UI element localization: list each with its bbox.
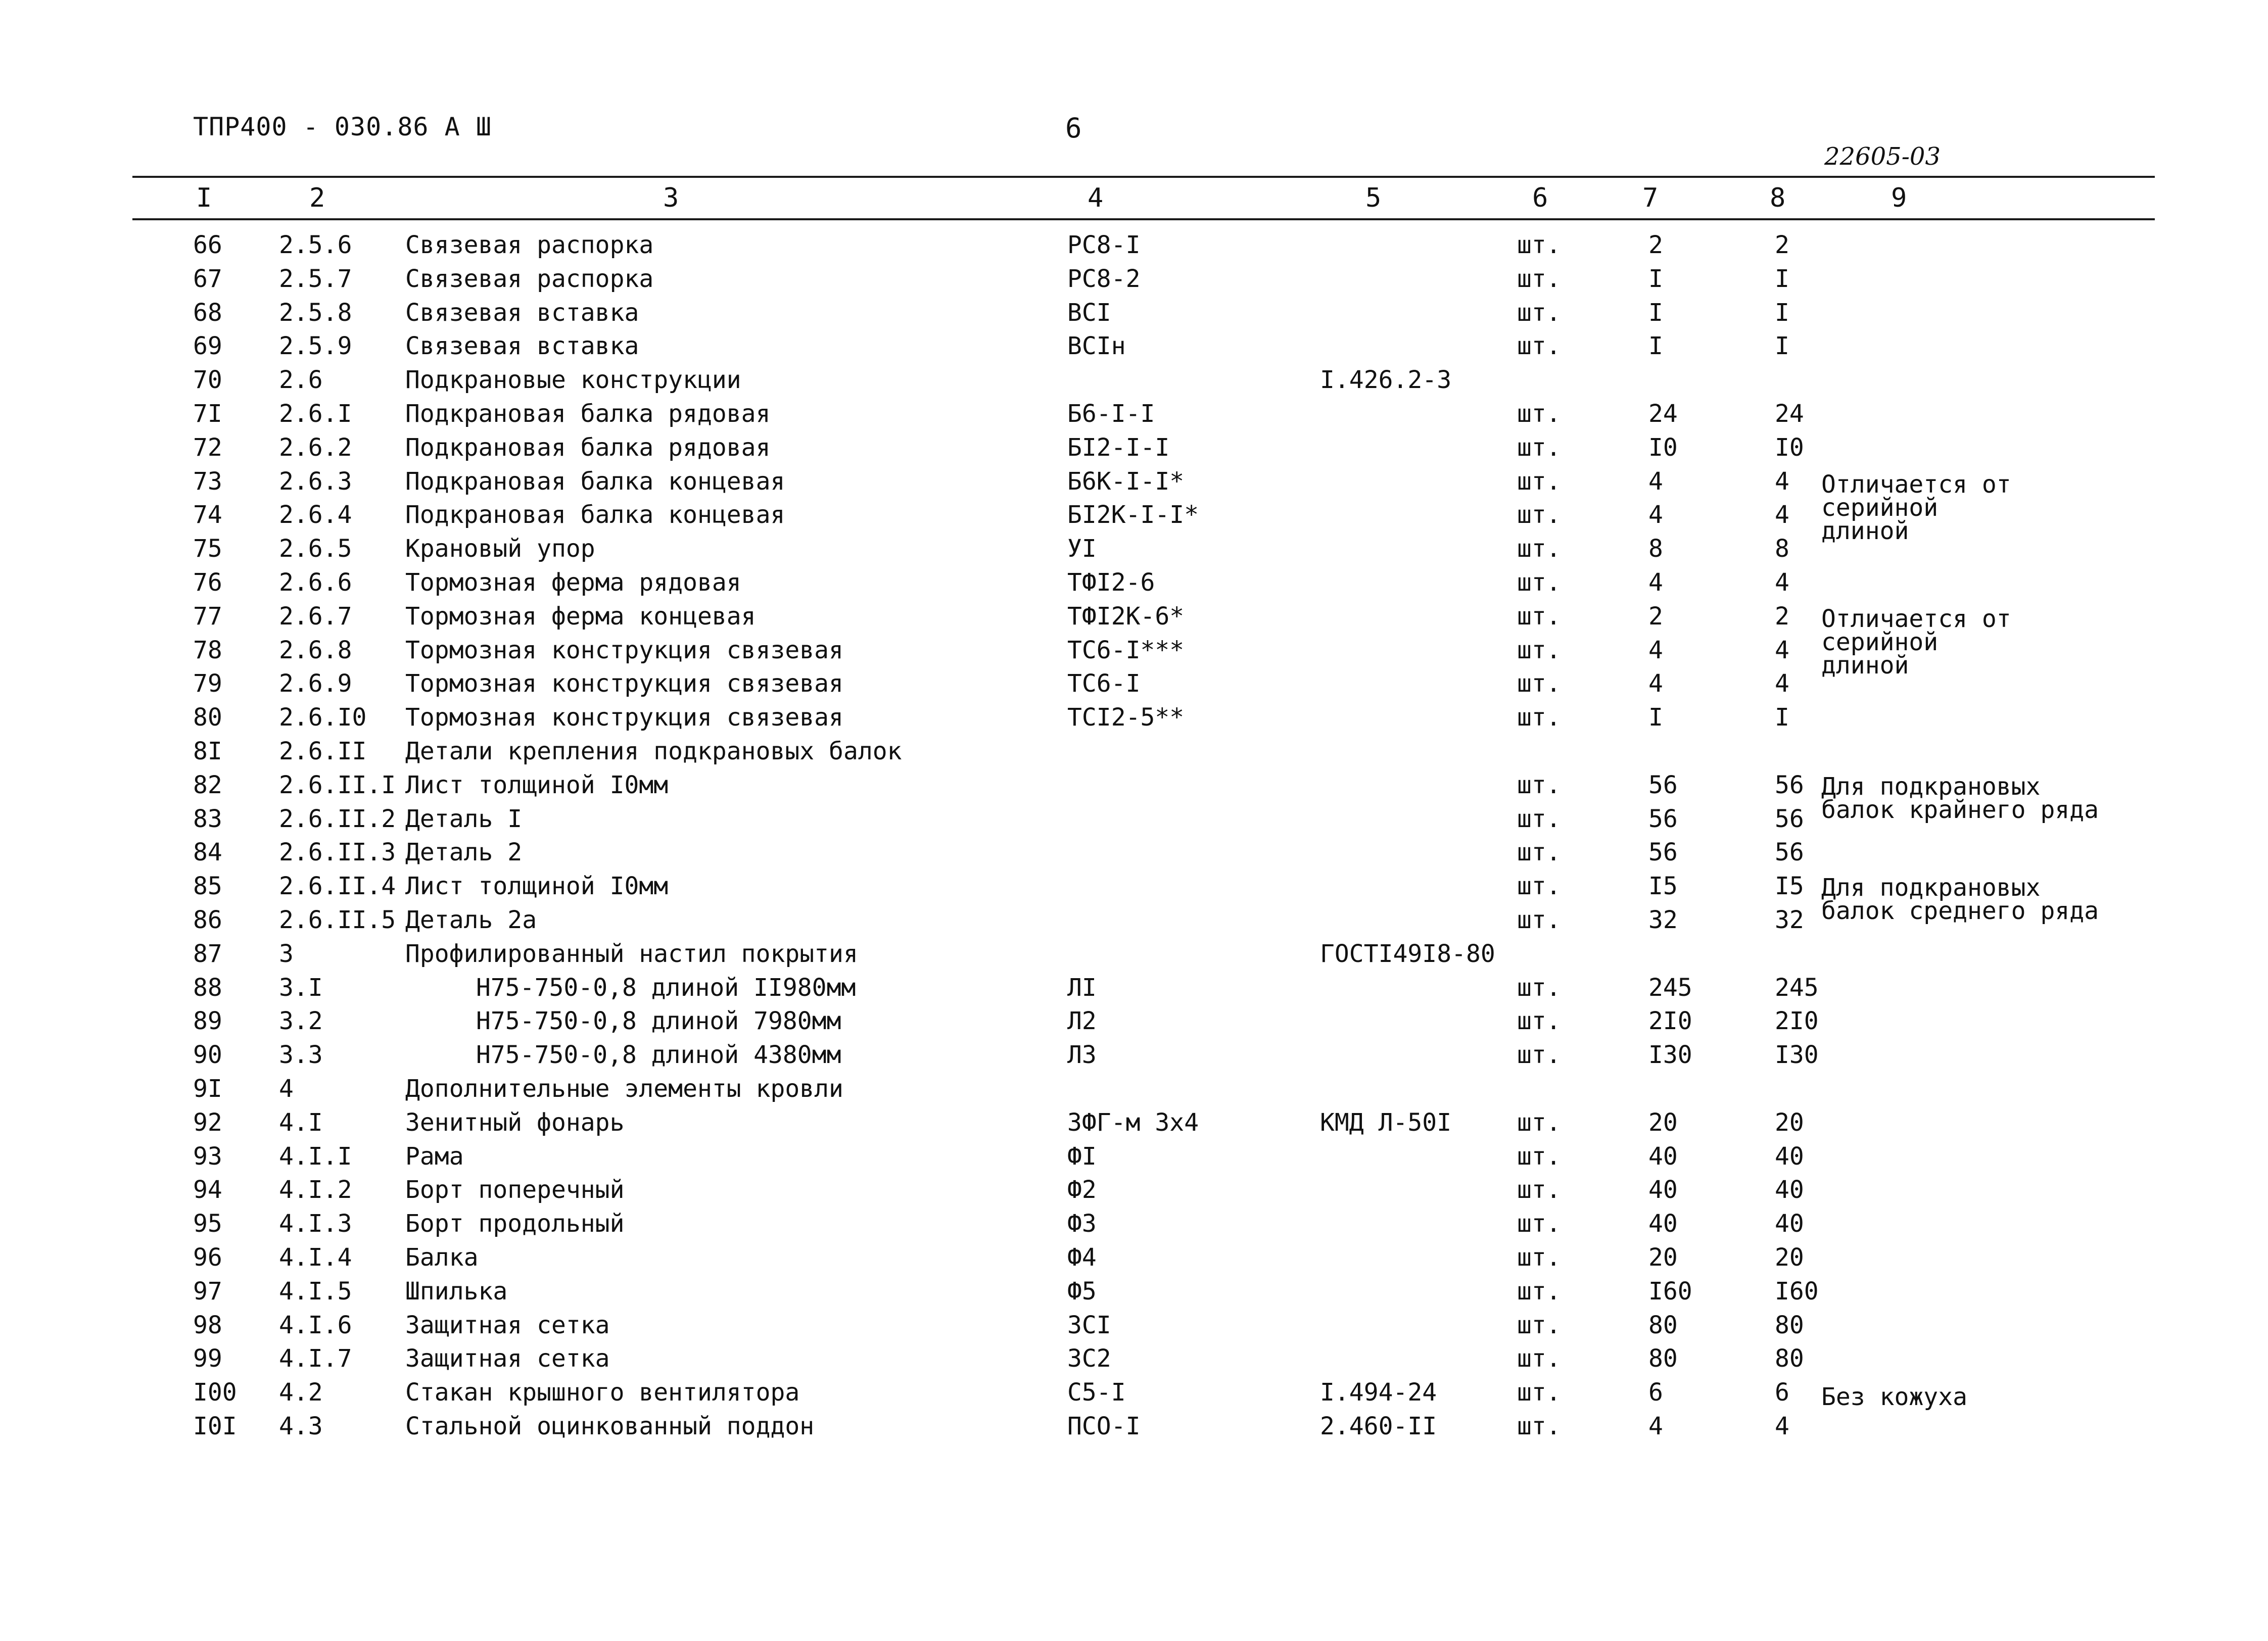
row-position: 2.6.2: [279, 433, 352, 462]
table-row: [0, 1309, 2268, 1342]
column-header-8: 8: [1770, 183, 1786, 213]
row-name: Крановый упор: [405, 535, 595, 563]
row-position: 4.I.4: [279, 1243, 352, 1272]
table-row: [0, 262, 2268, 296]
row-number: 85: [193, 872, 222, 901]
row-position: 2.6.II.4: [279, 872, 396, 901]
row-quantity-2: I30: [1775, 1041, 1819, 1070]
row-unit: шт.: [1517, 1210, 1561, 1238]
row-name: Шпилька: [405, 1277, 508, 1306]
row-position: 2.5.7: [279, 264, 352, 293]
row-number: 89: [193, 1007, 222, 1036]
row-name: Зенитный фонарь: [405, 1108, 625, 1137]
row-number: 87: [193, 939, 222, 968]
row-unit: шт.: [1517, 1412, 1561, 1440]
row-number: 93: [193, 1142, 222, 1171]
row-mark: ТС6-I: [1067, 669, 1141, 698]
row-number: 99: [193, 1344, 222, 1373]
row-quantity-1: 24: [1648, 400, 1678, 428]
row-quantity-2: 2: [1775, 602, 1789, 631]
page-number: 6: [1065, 112, 1082, 144]
row-position: 2.6.II: [279, 737, 367, 765]
row-unit: шт.: [1517, 770, 1561, 799]
row-unit: шт.: [1517, 804, 1561, 833]
row-quantity-1: 2: [1648, 231, 1663, 259]
table-row: [0, 735, 2268, 768]
row-position: 2.5.9: [279, 332, 352, 361]
row-position: 2.5.8: [279, 298, 352, 327]
row-unit: шт.: [1517, 602, 1561, 631]
row-number: 70: [193, 366, 222, 395]
note-line: длиной: [1821, 651, 1909, 680]
row-position: 2.6.II.3: [279, 838, 396, 867]
row-quantity-1: I: [1648, 264, 1663, 293]
row-quantity-1: I: [1648, 703, 1663, 732]
row-quantity-1: 40: [1648, 1176, 1678, 1204]
row-name: Н75-750-0,8 длиной II980мм: [476, 973, 856, 1002]
row-position: 2.6.6: [279, 568, 352, 597]
column-header-7: 7: [1642, 183, 1659, 213]
row-name: Защитная сетка: [405, 1311, 610, 1339]
row-quantity-1: 4: [1648, 669, 1663, 698]
table-row: [0, 1410, 2268, 1443]
row-unit: шт.: [1517, 906, 1561, 934]
row-unit: шт.: [1517, 1108, 1561, 1137]
row-name: Деталь 2а: [405, 906, 537, 934]
note-line: Для подкрановых: [1821, 773, 2041, 801]
row-quantity-1: 4: [1648, 1412, 1663, 1440]
row-number: 75: [193, 535, 222, 563]
row-document: I.426.2-3: [1320, 366, 1452, 395]
row-quantity-2: I60: [1775, 1277, 1819, 1306]
row-number: 69: [193, 332, 222, 361]
row-quantity-2: 80: [1775, 1311, 1804, 1339]
row-name: Тормозная конструкция связевая: [405, 703, 843, 732]
row-name: Тормозная конструкция связевая: [405, 669, 843, 698]
row-name: Дополнительные элементы кровли: [405, 1075, 843, 1103]
row-position: 4.I.2: [279, 1176, 352, 1204]
row-position: 2.5.6: [279, 231, 352, 259]
column-header-4: 4: [1088, 183, 1104, 213]
row-quantity-2: 2I0: [1775, 1007, 1819, 1036]
row-quantity-1: I0: [1648, 433, 1678, 462]
row-quantity-1: 4: [1648, 501, 1663, 529]
row-mark: БI2К-I-I*: [1067, 501, 1199, 529]
row-position: 4.I.5: [279, 1277, 352, 1306]
row-position: 4.I: [279, 1108, 323, 1137]
row-number: 68: [193, 298, 222, 327]
table-row: [0, 1072, 2268, 1105]
row-quantity-1: 2I0: [1648, 1007, 1692, 1036]
row-number: 8I: [193, 737, 222, 765]
note-line: Отличается от: [1821, 605, 2011, 633]
row-name: Борт поперечный: [405, 1176, 625, 1204]
row-position: 3.I: [279, 973, 323, 1002]
note-line: Для подкрановых: [1821, 874, 2041, 902]
row-quantity-1: 4: [1648, 568, 1663, 597]
row-quantity-2: 80: [1775, 1344, 1804, 1373]
row-name: Борт продольный: [405, 1210, 625, 1238]
row-number: 86: [193, 906, 222, 934]
row-unit: шт.: [1517, 669, 1561, 698]
row-number: 80: [193, 703, 222, 732]
row-number: 66: [193, 231, 222, 259]
note-line: серийной: [1821, 628, 1939, 656]
row-name: Лист толщиной I0мм: [405, 770, 669, 799]
row-mark: Ф5: [1067, 1277, 1097, 1306]
row-name: Детали крепления подкрановых балок: [405, 737, 902, 765]
row-unit: шт.: [1517, 231, 1561, 259]
row-quantity-1: I5: [1648, 872, 1678, 901]
row-unit: шт.: [1517, 332, 1561, 361]
row-mark: С5-I: [1067, 1378, 1126, 1407]
row-number: 72: [193, 433, 222, 462]
row-quantity-1: I60: [1648, 1277, 1692, 1306]
row-position: 2.6.I0: [279, 703, 367, 732]
note-4: [1821, 876, 2099, 923]
row-unit: шт.: [1517, 1311, 1561, 1339]
column-header-3: 3: [663, 183, 679, 213]
table-row: [0, 1004, 2268, 1038]
row-mark: Ф3: [1067, 1210, 1097, 1238]
row-quantity-2: I: [1775, 703, 1789, 732]
row-unit: шт.: [1517, 535, 1561, 563]
row-position: 2.6.3: [279, 467, 352, 496]
row-quantity-1: 245: [1648, 973, 1692, 1002]
row-quantity-2: 4: [1775, 636, 1789, 664]
row-position: 2.6.I: [279, 400, 352, 428]
note-5: [1821, 1385, 1967, 1409]
row-number: 84: [193, 838, 222, 867]
row-mark: ТС6-I***: [1067, 636, 1185, 664]
row-name: Подкрановая балка рядовая: [405, 433, 771, 462]
row-quantity-1: 2: [1648, 602, 1663, 631]
row-quantity-2: 40: [1775, 1176, 1804, 1204]
row-position: 3: [279, 939, 294, 968]
row-position: 3.3: [279, 1041, 323, 1070]
note-3: [1821, 775, 2099, 822]
row-name: Балка: [405, 1243, 479, 1272]
row-quantity-2: 40: [1775, 1142, 1804, 1171]
row-document: ГОСТI49I8-80: [1320, 939, 1495, 968]
row-position: 2.6.II.5: [279, 906, 396, 934]
row-name: Подкрановая балка концевая: [405, 501, 785, 529]
column-header-1: I: [196, 183, 212, 213]
row-unit: шт.: [1517, 433, 1561, 462]
row-quantity-2: 2: [1775, 231, 1789, 259]
row-quantity-1: 56: [1648, 804, 1678, 833]
archive-code: 22605-03: [1824, 142, 1941, 171]
row-name: Связевая распорка: [405, 264, 654, 293]
row-quantity-2: I: [1775, 298, 1789, 327]
row-position: 4.2: [279, 1378, 323, 1407]
row-quantity-2: 56: [1775, 804, 1804, 833]
row-unit: шт.: [1517, 1007, 1561, 1036]
row-quantity-1: I: [1648, 298, 1663, 327]
row-number: 7I: [193, 400, 222, 428]
row-name: Связевая вставка: [405, 332, 639, 361]
row-number: 73: [193, 467, 222, 496]
row-position: 2.6: [279, 366, 323, 395]
row-quantity-2: 4: [1775, 568, 1789, 597]
row-position: 4.I.3: [279, 1210, 352, 1238]
row-name: Рама: [405, 1142, 464, 1171]
row-position: 2.6.7: [279, 602, 352, 631]
row-unit: шт.: [1517, 568, 1561, 597]
table-row: [0, 971, 2268, 1004]
row-position: 3.2: [279, 1007, 323, 1036]
row-quantity-2: I: [1775, 264, 1789, 293]
row-quantity-2: 245: [1775, 973, 1819, 1002]
table-row: [0, 701, 2268, 734]
row-mark: ТСI2-5**: [1067, 703, 1185, 732]
row-quantity-1: 4: [1648, 467, 1663, 496]
note-line: серийной: [1821, 494, 1939, 522]
row-quantity-1: 8: [1648, 535, 1663, 563]
row-quantity-1: I30: [1648, 1041, 1692, 1070]
row-quantity-1: 56: [1648, 838, 1678, 867]
column-header-9: 9: [1891, 183, 1907, 213]
row-position: 2.6.II.2: [279, 804, 396, 833]
row-unit: шт.: [1517, 1378, 1561, 1407]
row-mark: ЗФГ-м 3х4: [1067, 1108, 1199, 1137]
row-name: Тормозная ферма рядовая: [405, 568, 741, 597]
row-number: 74: [193, 501, 222, 529]
table-row: [0, 1038, 2268, 1072]
row-unit: шт.: [1517, 1176, 1561, 1204]
row-name: Профилированный настил покрытия: [405, 939, 858, 968]
row-position: 2.6.4: [279, 501, 352, 529]
row-mark: ВСI: [1067, 298, 1111, 327]
row-number: 9I: [193, 1075, 222, 1103]
row-number: I0I: [193, 1412, 237, 1440]
table-row: [0, 397, 2268, 430]
row-unit: шт.: [1517, 467, 1561, 496]
row-unit: шт.: [1517, 400, 1561, 428]
row-number: 97: [193, 1277, 222, 1306]
row-quantity-1: 20: [1648, 1108, 1678, 1137]
note-1: [1821, 470, 2011, 545]
row-position: 4: [279, 1075, 294, 1103]
table-row: [0, 329, 2268, 363]
row-mark: ФI: [1067, 1142, 1097, 1171]
row-quantity-1: 56: [1648, 770, 1678, 799]
row-name: Связевая распорка: [405, 231, 654, 259]
row-name: Подкрановая балка концевая: [405, 467, 785, 496]
row-number: 95: [193, 1210, 222, 1238]
row-quantity-2: 20: [1775, 1243, 1804, 1272]
row-mark: Б6-I-I: [1067, 400, 1155, 428]
row-unit: шт.: [1517, 298, 1561, 327]
row-name: Стальной оцинкованный поддон: [405, 1412, 815, 1440]
table-row: [0, 1207, 2268, 1240]
row-quantity-2: 4: [1775, 669, 1789, 698]
row-mark: Ф4: [1067, 1243, 1097, 1272]
row-number: 96: [193, 1243, 222, 1272]
row-quantity-2: I5: [1775, 872, 1804, 901]
document-code: ТПР400 - 030.86 А Ш: [193, 112, 492, 141]
row-quantity-2: 40: [1775, 1210, 1804, 1238]
row-mark: БI2-I-I: [1067, 433, 1170, 462]
row-mark: Б6К-I-I*: [1067, 467, 1185, 496]
row-unit: шт.: [1517, 838, 1561, 867]
table-row: [0, 228, 2268, 262]
row-number: 76: [193, 568, 222, 597]
row-quantity-1: 32: [1648, 906, 1678, 934]
row-mark: ТФI2-6: [1067, 568, 1155, 597]
row-name: Связевая вставка: [405, 298, 639, 327]
row-quantity-1: 80: [1648, 1311, 1678, 1339]
row-quantity-1: 20: [1648, 1243, 1678, 1272]
row-position: 4.I.I: [279, 1142, 352, 1171]
row-mark: РС8-I: [1067, 231, 1141, 259]
row-unit: шт.: [1517, 1041, 1561, 1070]
row-quantity-2: I: [1775, 332, 1789, 361]
row-mark: ЗСI: [1067, 1311, 1111, 1339]
row-name: Лист толщиной I0мм: [405, 872, 669, 901]
table-row: [0, 1140, 2268, 1173]
row-mark: ТФI2К-6*: [1067, 602, 1185, 631]
note-line: Без кожуха: [1821, 1383, 1967, 1411]
row-position: 2.6.8: [279, 636, 352, 664]
row-position: 2.6.5: [279, 535, 352, 563]
row-quantity-2: 56: [1775, 838, 1804, 867]
table-header-rule: [132, 218, 2155, 220]
note-2: [1821, 605, 2011, 680]
row-name: Подкрановые конструкции: [405, 366, 741, 395]
row-quantity-2: 24: [1775, 400, 1804, 428]
row-unit: шт.: [1517, 264, 1561, 293]
row-name: Деталь 2: [405, 838, 523, 867]
row-number: 92: [193, 1108, 222, 1137]
row-number: 78: [193, 636, 222, 664]
row-mark: ВСIн: [1067, 332, 1126, 361]
row-name: Тормозная конструкция связевая: [405, 636, 843, 664]
row-name: Н75-750-0,8 длиной 4380мм: [476, 1041, 841, 1070]
row-number: 77: [193, 602, 222, 631]
row-mark: РС8-2: [1067, 264, 1141, 293]
row-name: Деталь I: [405, 804, 523, 833]
row-quantity-2: 6: [1775, 1378, 1789, 1407]
row-name: Защитная сетка: [405, 1344, 610, 1373]
row-number: I00: [193, 1378, 237, 1407]
row-document: 2.460-II: [1320, 1412, 1437, 1440]
row-position: 2.6.9: [279, 669, 352, 698]
row-quantity-1: 4: [1648, 636, 1663, 664]
row-number: 98: [193, 1311, 222, 1339]
table-row: [0, 1173, 2268, 1206]
row-mark: ЗС2: [1067, 1344, 1111, 1373]
row-name: Стакан крышного вентилятора: [405, 1378, 800, 1407]
table-row: [0, 363, 2268, 397]
row-mark: ЛI: [1067, 973, 1097, 1002]
note-line: балок среднего ряда: [1821, 897, 2099, 925]
row-quantity-2: 4: [1775, 467, 1789, 496]
row-number: 67: [193, 264, 222, 293]
note-line: Отличается от: [1821, 470, 2011, 499]
row-quantity-1: 80: [1648, 1344, 1678, 1373]
row-mark: Л2: [1067, 1007, 1097, 1036]
row-position: 4.3: [279, 1412, 323, 1440]
row-quantity-2: 20: [1775, 1108, 1804, 1137]
row-number: 88: [193, 973, 222, 1002]
row-mark: Л3: [1067, 1041, 1097, 1070]
note-line: длиной: [1821, 517, 1909, 545]
row-mark: УI: [1067, 535, 1097, 563]
table-row: [0, 1241, 2268, 1274]
row-unit: шт.: [1517, 1344, 1561, 1373]
row-name: Тормозная ферма концевая: [405, 602, 756, 631]
row-position: 4.I.6: [279, 1311, 352, 1339]
row-quantity-2: 4: [1775, 1412, 1789, 1440]
row-mark: ПСО-I: [1067, 1412, 1141, 1440]
row-unit: шт.: [1517, 636, 1561, 664]
row-quantity-2: 32: [1775, 906, 1804, 934]
row-document: I.494-24: [1320, 1378, 1437, 1407]
row-quantity-2: I0: [1775, 433, 1804, 462]
row-name: Н75-750-0,8 длиной 7980мм: [476, 1007, 841, 1036]
row-quantity-1: 40: [1648, 1210, 1678, 1238]
row-unit: шт.: [1517, 1243, 1561, 1272]
row-number: 82: [193, 770, 222, 799]
table-row: [0, 431, 2268, 464]
row-unit: шт.: [1517, 973, 1561, 1002]
row-quantity-2: 4: [1775, 501, 1789, 529]
row-document: КМД Л-50I: [1320, 1108, 1452, 1137]
row-unit: шт.: [1517, 501, 1561, 529]
note-line: балок крайнего ряда: [1821, 796, 2099, 824]
table-row: [0, 1342, 2268, 1375]
row-unit: шт.: [1517, 1142, 1561, 1171]
column-header-6: 6: [1532, 183, 1548, 213]
column-header-5: 5: [1365, 183, 1382, 213]
row-unit: шт.: [1517, 872, 1561, 901]
table-top-rule: [132, 176, 2155, 178]
row-quantity-2: 56: [1775, 770, 1804, 799]
row-unit: шт.: [1517, 703, 1561, 732]
row-quantity-2: 8: [1775, 535, 1789, 563]
row-number: 90: [193, 1041, 222, 1070]
table-row: [0, 566, 2268, 599]
table-row: [0, 296, 2268, 329]
row-position: 2.6.II.I: [279, 770, 396, 799]
table-row: [0, 1275, 2268, 1308]
table-row: [0, 1106, 2268, 1139]
row-number: 94: [193, 1176, 222, 1204]
row-quantity-1: 6: [1648, 1378, 1663, 1407]
row-mark: Ф2: [1067, 1176, 1097, 1204]
row-name: Подкрановая балка рядовая: [405, 400, 771, 428]
table-row: [0, 836, 2268, 869]
row-quantity-1: I: [1648, 332, 1663, 361]
row-number: 83: [193, 804, 222, 833]
column-header-2: 2: [309, 183, 325, 213]
row-unit: шт.: [1517, 1277, 1561, 1306]
row-quantity-1: 40: [1648, 1142, 1678, 1171]
row-number: 79: [193, 669, 222, 698]
row-position: 4.I.7: [279, 1344, 352, 1373]
table-row: [0, 937, 2268, 971]
